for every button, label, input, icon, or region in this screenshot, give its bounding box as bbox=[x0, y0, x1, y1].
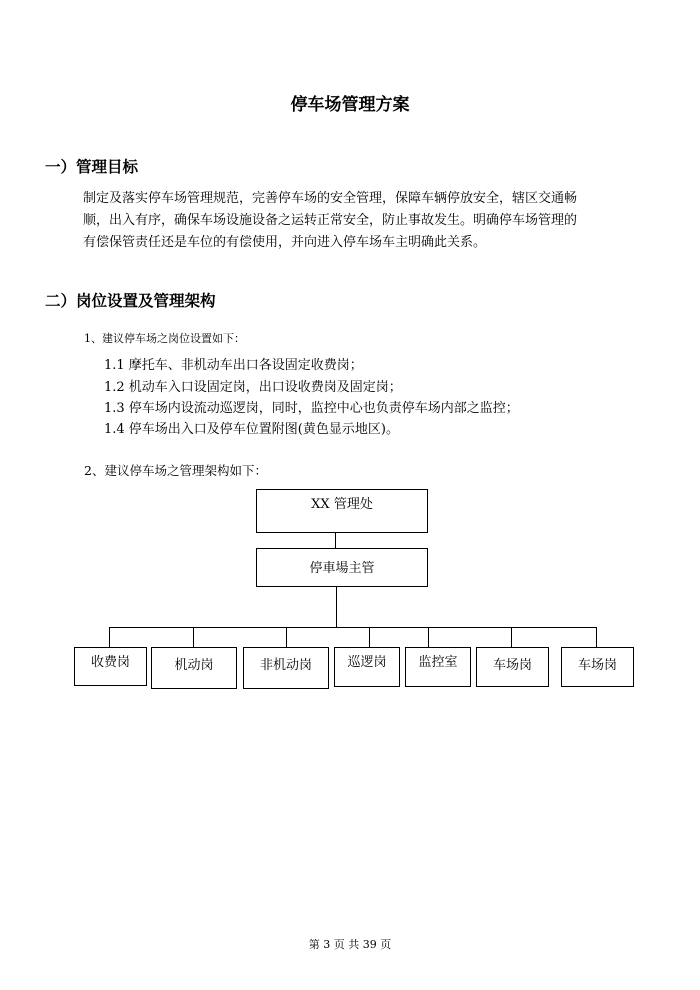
paragraph-line: 顺，出入有序，确保车场设施设备之运转正常安全，防止事故发生。明确停车场管理的 bbox=[83, 213, 578, 228]
post-item: 1.2 机动车入口设固定岗，出口设收费岗及固定岗； bbox=[104, 380, 402, 395]
org-node-parking-supervisor: 停車場主管 bbox=[256, 548, 428, 587]
org-node-management-office: XX 管理处 bbox=[256, 489, 428, 533]
org-node-mobile-post: 机动岗 bbox=[151, 647, 237, 689]
connector-line bbox=[109, 627, 110, 647]
connector-line bbox=[511, 627, 512, 647]
paragraph-line: 制定及落实停车场管理规范，完善停车场的安全管理，保障车辆停放安全，辖区交通畅 bbox=[83, 191, 578, 206]
document-title: 停车场管理方案 bbox=[290, 95, 410, 115]
org-node-non-motor-post: 非机动岗 bbox=[243, 647, 329, 689]
connector-line bbox=[428, 627, 429, 647]
architecture-intro: 2、建议停车场之管理架构如下： bbox=[84, 463, 267, 478]
connector-line bbox=[286, 627, 287, 647]
section-heading-goals: 一）管理目标 bbox=[45, 158, 139, 176]
connector-line bbox=[336, 587, 337, 627]
connector-line bbox=[335, 533, 336, 548]
post-item: 1.4 停车场出入口及停车位置附图(黄色显示地区)。 bbox=[104, 422, 399, 437]
page-footer: 第 3 页 共 39 页 bbox=[308, 938, 392, 951]
connector-line bbox=[596, 627, 597, 647]
org-node-lot-post: 车场岗 bbox=[476, 647, 549, 687]
section-heading-posts: 二）岗位设置及管理架构 bbox=[45, 292, 216, 310]
connector-line bbox=[193, 627, 194, 647]
org-node-toll-post: 收费岗 bbox=[74, 647, 147, 686]
post-item: 1.3 停车场内设流动巡逻岗，同时，监控中心也负责停车场内部之监控； bbox=[104, 401, 519, 416]
goals-paragraph bbox=[83, 188, 623, 254]
connector-line bbox=[369, 627, 370, 647]
org-node-lot-post: 车场岗 bbox=[561, 647, 634, 687]
post-item: 1.1 摩托车、非机动车出口各设固定收费岗； bbox=[104, 358, 363, 373]
connector-line bbox=[109, 627, 597, 628]
paragraph-line: 有偿保管责任还是车位的有偿使用，并向进入停车场车主明确此关系。 bbox=[83, 235, 487, 250]
post-setup-intro: 1、建议停车场之岗位设置如下： bbox=[84, 332, 245, 345]
org-node-patrol-post: 巡逻岗 bbox=[334, 647, 400, 687]
org-node-monitoring-room: 监控室 bbox=[405, 647, 471, 687]
